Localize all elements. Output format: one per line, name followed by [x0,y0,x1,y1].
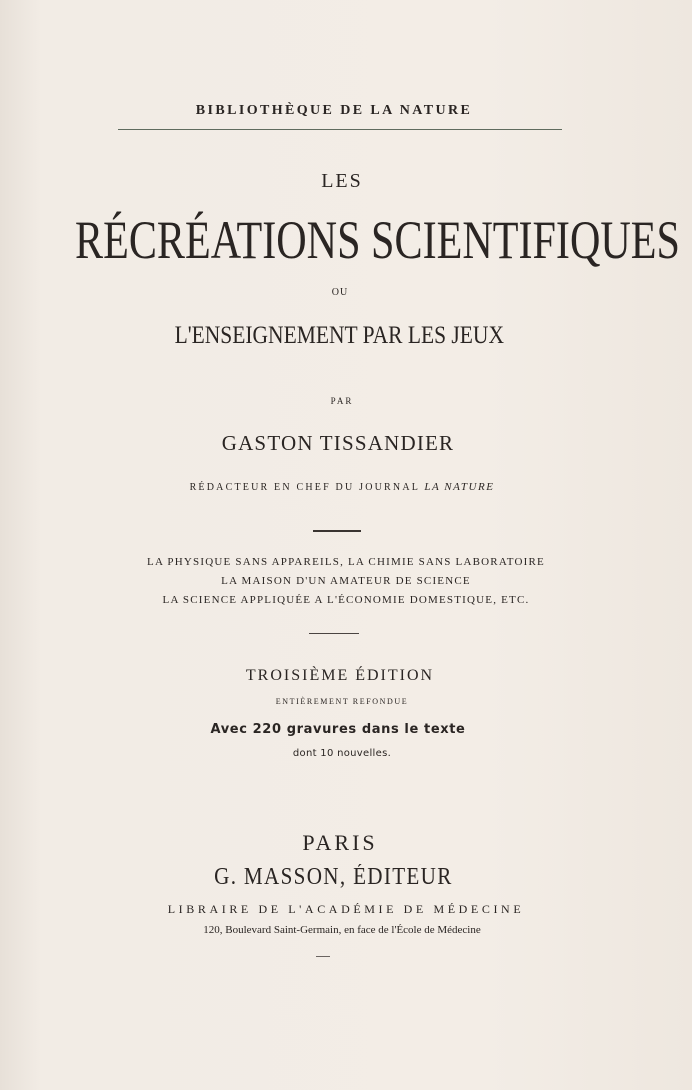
engravings-note: Avec 220 gravures dans le texte [210,722,466,737]
imprint-publisher: G. MASSON, ÉDITEUR [214,864,453,890]
new-engravings-note: dont 10 nouvelles. [292,748,392,759]
contents-line: LA PHYSIQUE SANS APPAREILS, LA CHIMIE SANS LABORATOIRE [147,556,545,568]
imprint-library: LIBRAIRE DE L'ACADÉMIE DE MÉDECINE [167,902,525,916]
byline-par: PAR [330,396,354,406]
author-name: GASTON TISSANDIER [221,431,455,455]
edition-label: TROISIÈME ÉDITION [245,667,435,684]
series-divider [118,129,562,130]
title-prefix: LES [321,170,363,192]
author-role [0,481,688,493]
divider-rule [309,633,359,634]
author-role-prefix: RÉDACTEUR EN CHEF DU JOURNAL [189,482,420,493]
imprint-address: 120, Boulevard Saint-Germain, en face de l'École de Médecine [203,924,481,936]
imprint-city: PARIS [302,830,378,855]
divider-rule [313,530,361,532]
title-conjunction: OU [331,287,349,298]
subtitle: L'ENSEIGNEMENT PAR LES JEUX [174,322,504,349]
series-title: BIBLIOTHÈQUE DE LA NATURE [195,103,473,118]
edition-revised: ENTIÈREMENT REFONDUE [275,697,409,706]
contents-list [0,553,692,610]
contents-line: LA SCIENCE APPLIQUÉE A L'ÉCONOMIE DOMESTIQUE, ETC. [162,594,530,606]
main-title: RÉCRÉATIONS SCIENTIFIQUES [75,210,680,270]
journal-name: LA NATURE [424,481,495,493]
contents-line: LA MAISON D'UN AMATEUR DE SCIENCE [221,575,471,587]
end-rule [316,956,330,957]
